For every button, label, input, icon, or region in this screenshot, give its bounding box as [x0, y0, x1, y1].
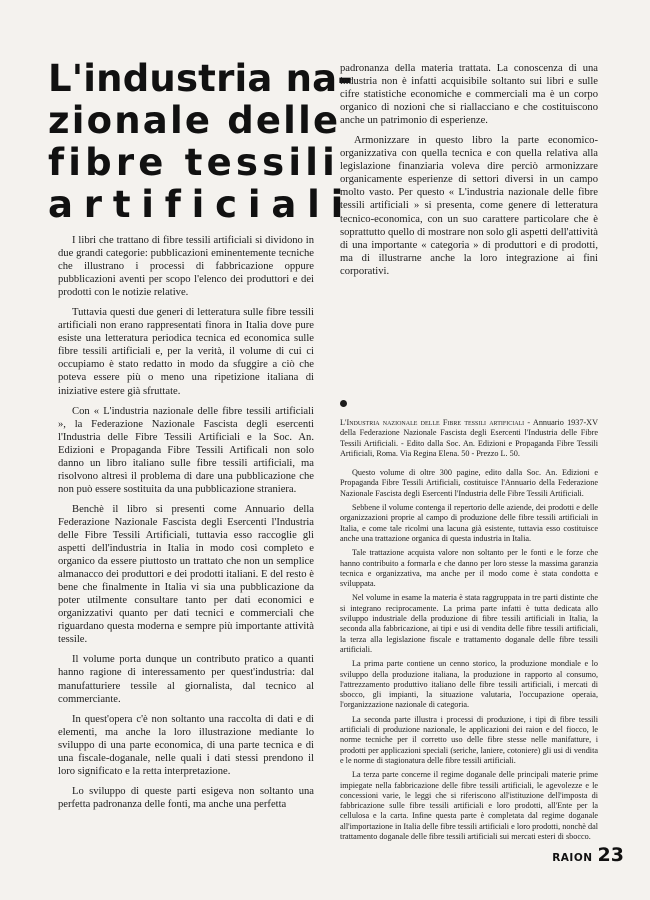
- body-paragraph: In quest'opera c'è non soltanto una raccolta di dati e di elementi, ma anche la loro illustrazione mediante lo sviluppo di una parte economica, di una parte tecnica e di una fiscale-doganale, nelle quali i dati stessi prendono il loro significato e la retta interpretazione.: [58, 713, 314, 777]
- body-paragraph: Armonizzare in questo libro la parte economico-organizzativa con quella tecnica e con quella relativa alla legislazione finanziaria voleva dire perciò armonizzare organicamente esperienze di settori diversi in un campo molto vasto. Per questo « L'industria nazionale delle fibre tessili artificiali » si presenta, come genere di letteratura tecnico-economica, con un suo carattere particolare che è soprattutto quello di mostrare non solo gli aspetti dell'attività di una importante « categoria » di produttori e di prodotti, ma di illustrarne anche la loro integrazione ai fini corporativi.: [340, 135, 598, 277]
- review-paragraph: La prima parte contiene un cenno storico, la produzione mondiale e lo sviluppo della produzione italiana, la produzione in rapporto al consumo, l'attrezzamento produttivo italiano delle fibre tessili artificiali, i mercati di sbocco, gli impianti, la situazione valutaria, l'occupazione operaia, l'organizzazione nazionale di categoria.: [340, 659, 598, 710]
- page-number: 23: [597, 844, 624, 866]
- section-bullet: [340, 400, 347, 407]
- book-citation: [340, 418, 598, 459]
- book-review-section: [340, 418, 598, 846]
- title-line: fibre tessili: [48, 141, 339, 184]
- body-paragraph: I libri che trattano di fibre tessili artificiali si dividono in due grandi categorie: pubblicazioni eminentemente tecniche che illustrano i processi di fabbricazione oppure pubblicazioni aventi per scopo l'elenco dei produttori e dei prodotti con le notizie relative.: [58, 235, 314, 299]
- body-paragraph: Benchè il libro si presenti come Annuario della Federazione Nazionale Fascista degli Esercenti l'Industria delle Fibre Tessili Artificiali, tuttavia esso raccoglie gli aspetti dell'industria in Italia in modo così completo e organico da essere piuttosto un trattato che non un semplice almanacco dei produttori e dei prodotti italiani. E del resto è bene che finalmente in Italia vi sia una pubblicazione da poter utilmente consultare tanto per dati economici e organizzativi quanto per dati tecnici e commerciali che riguardano questa moderna e sempre più importante attività tessile.: [58, 503, 314, 646]
- citation-details: - Annuario 1937-XV della Federazione Nazionale Fascista degli Esercenti l'Industria delle Fibre Tessili Artificiali. - Edito dalla Soc. An. Edizioni e Propaganda Fibre Tessili Artificiali, Roma. Via Regina Elena. 50 - Prezzo L. 50.: [340, 418, 598, 458]
- page-footer: [552, 844, 624, 866]
- magazine-name: RAION: [552, 852, 593, 864]
- right-column: [340, 62, 598, 285]
- review-paragraph: Questo volume di oltre 300 pagine, edito dalla Soc. An. Edizioni e Propaganda Fibre Tessili Artificiali, costituisce l'Annuario della Federazione Nazionale Fascista degli Esercenti l'Industria delle Fibre Tessili Artificiali.: [340, 468, 598, 498]
- body-paragraph: Tuttavia questi due generi di letteratura sulle fibre tessili artificiali non erano rappresentati finora in Italia dove pure esiste una letteratura periodica tecnica ed economica sulle fibre tessili artificiali e, per la verità, il volume di cui ci occupiamo è stato redatto in modo da sfuggire a ciò che poteva essere più o meno una ripetizione italiana di iniziative estere già sfruttate.: [58, 307, 314, 397]
- review-paragraph: Tale trattazione acquista valore non soltanto per le fonti e le forze che hanno contribuito a formarla e che danno per loro stesse la massima garanzia tecnica e organizzativa, ma anche per il modo come è stata condotta e sviluppata.: [340, 548, 598, 589]
- title-line: L'industria na-: [48, 57, 353, 100]
- left-column: [58, 234, 314, 818]
- title-line: artificiali: [48, 183, 355, 226]
- body-paragraph: Con « L'industria nazionale delle fibre tessili artificiali », la Federazione Nazionale Fascista degli esercenti l'Industria delle Fibre Tessili Artificiali e la Soc. An. Edizioni e Propaganda Fibre Tessili Artificali non solo danno un libro italiano sulle fibre tessili artificiali, ma risolvono altresì il problema di dare una pubblicazione che non può essere sostituita da una pubblicazione straniera.: [58, 405, 314, 495]
- body-paragraph: Lo sviluppo di queste parti esigeva non soltanto una perfetta padronanza delle fonti, ma anche una perfetta: [58, 785, 314, 810]
- body-paragraph: Il volume porta dunque un contributo pratico a quanti hanno ragione di interessamento per quest'industria: dal manufatturiere tessile al giornalista, dal tecnico al commerciante.: [58, 654, 314, 705]
- review-paragraph: La terza parte concerne il regime doganale delle principali materie prime impiegate nella fabbricazione delle fibre tessili artificiali, le agevolezze e le concessioni varie, le leggi che si riferiscono all'istituzione dell'imposta di fabbricazione sulle fibre tessili artificiali e loro prodotti, all'Ente per la cellulosa e la carta. Infine questa parte è completata dal regime doganale all'importazione in Italia delle fibre tessili artificiali e loro prodotti, nonchè dal trattamento doganale delle fibre tessili artificiali sui mercati esteri di sbocco.: [340, 770, 598, 841]
- body-paragraph: padronanza della materia trattata. La conoscenza di una industria non è infatti acquisibile soltanto sui libri e sulle cifre statistiche economiche e commerciali ma è un corpo organico di nozioni che si riallacciano e che costituiscono anche un patrimonio di esperienze.: [340, 63, 598, 127]
- review-paragraph: Sebbene il volume contenga il repertorio delle aziende, dei prodotti e delle organizzazioni proprie al campo di produzione delle fibre tessili artificiali in Italia, e come tale ricolmi una lacuna già esistente, tuttavia esso costituisce anche una trattazione organica di questa industria in Italia.: [340, 503, 598, 543]
- title-line: zionale delle: [48, 99, 341, 142]
- review-paragraph: La seconda parte illustra i processi di produzione, i tipi di fibre tessili artificiali di produzione nazionale, le applicazioni dei raion e del fiocco, le norme tecniche per il corretto uso delle fibre stesse nelle manifatture, i prodotti per applicazioni speciali (seriche, laniere, cotoniere) gli usi di vendita e le norme di stagionatura delle fibre tessili artificiali.: [340, 714, 598, 765]
- citation-title: L'Industria nazionale delle Fibre tessili artificiali: [340, 418, 525, 427]
- article-title: [48, 57, 355, 226]
- review-paragraph: Nel volume in esame la materia è stata raggruppata in tre parti distinte che si integrano reciprocamente. La prima parte infatti è tutta dedicata allo sviluppo industriale della produzione di fibre tessili artificiali in Italia, la seconda alla fabbricazione, ai tipi e usi di vendita delle fibre tessili artificiali, la terza alla legislazione fiscale e trattamento doganale delle fibre tessili artificiali.: [340, 593, 598, 654]
